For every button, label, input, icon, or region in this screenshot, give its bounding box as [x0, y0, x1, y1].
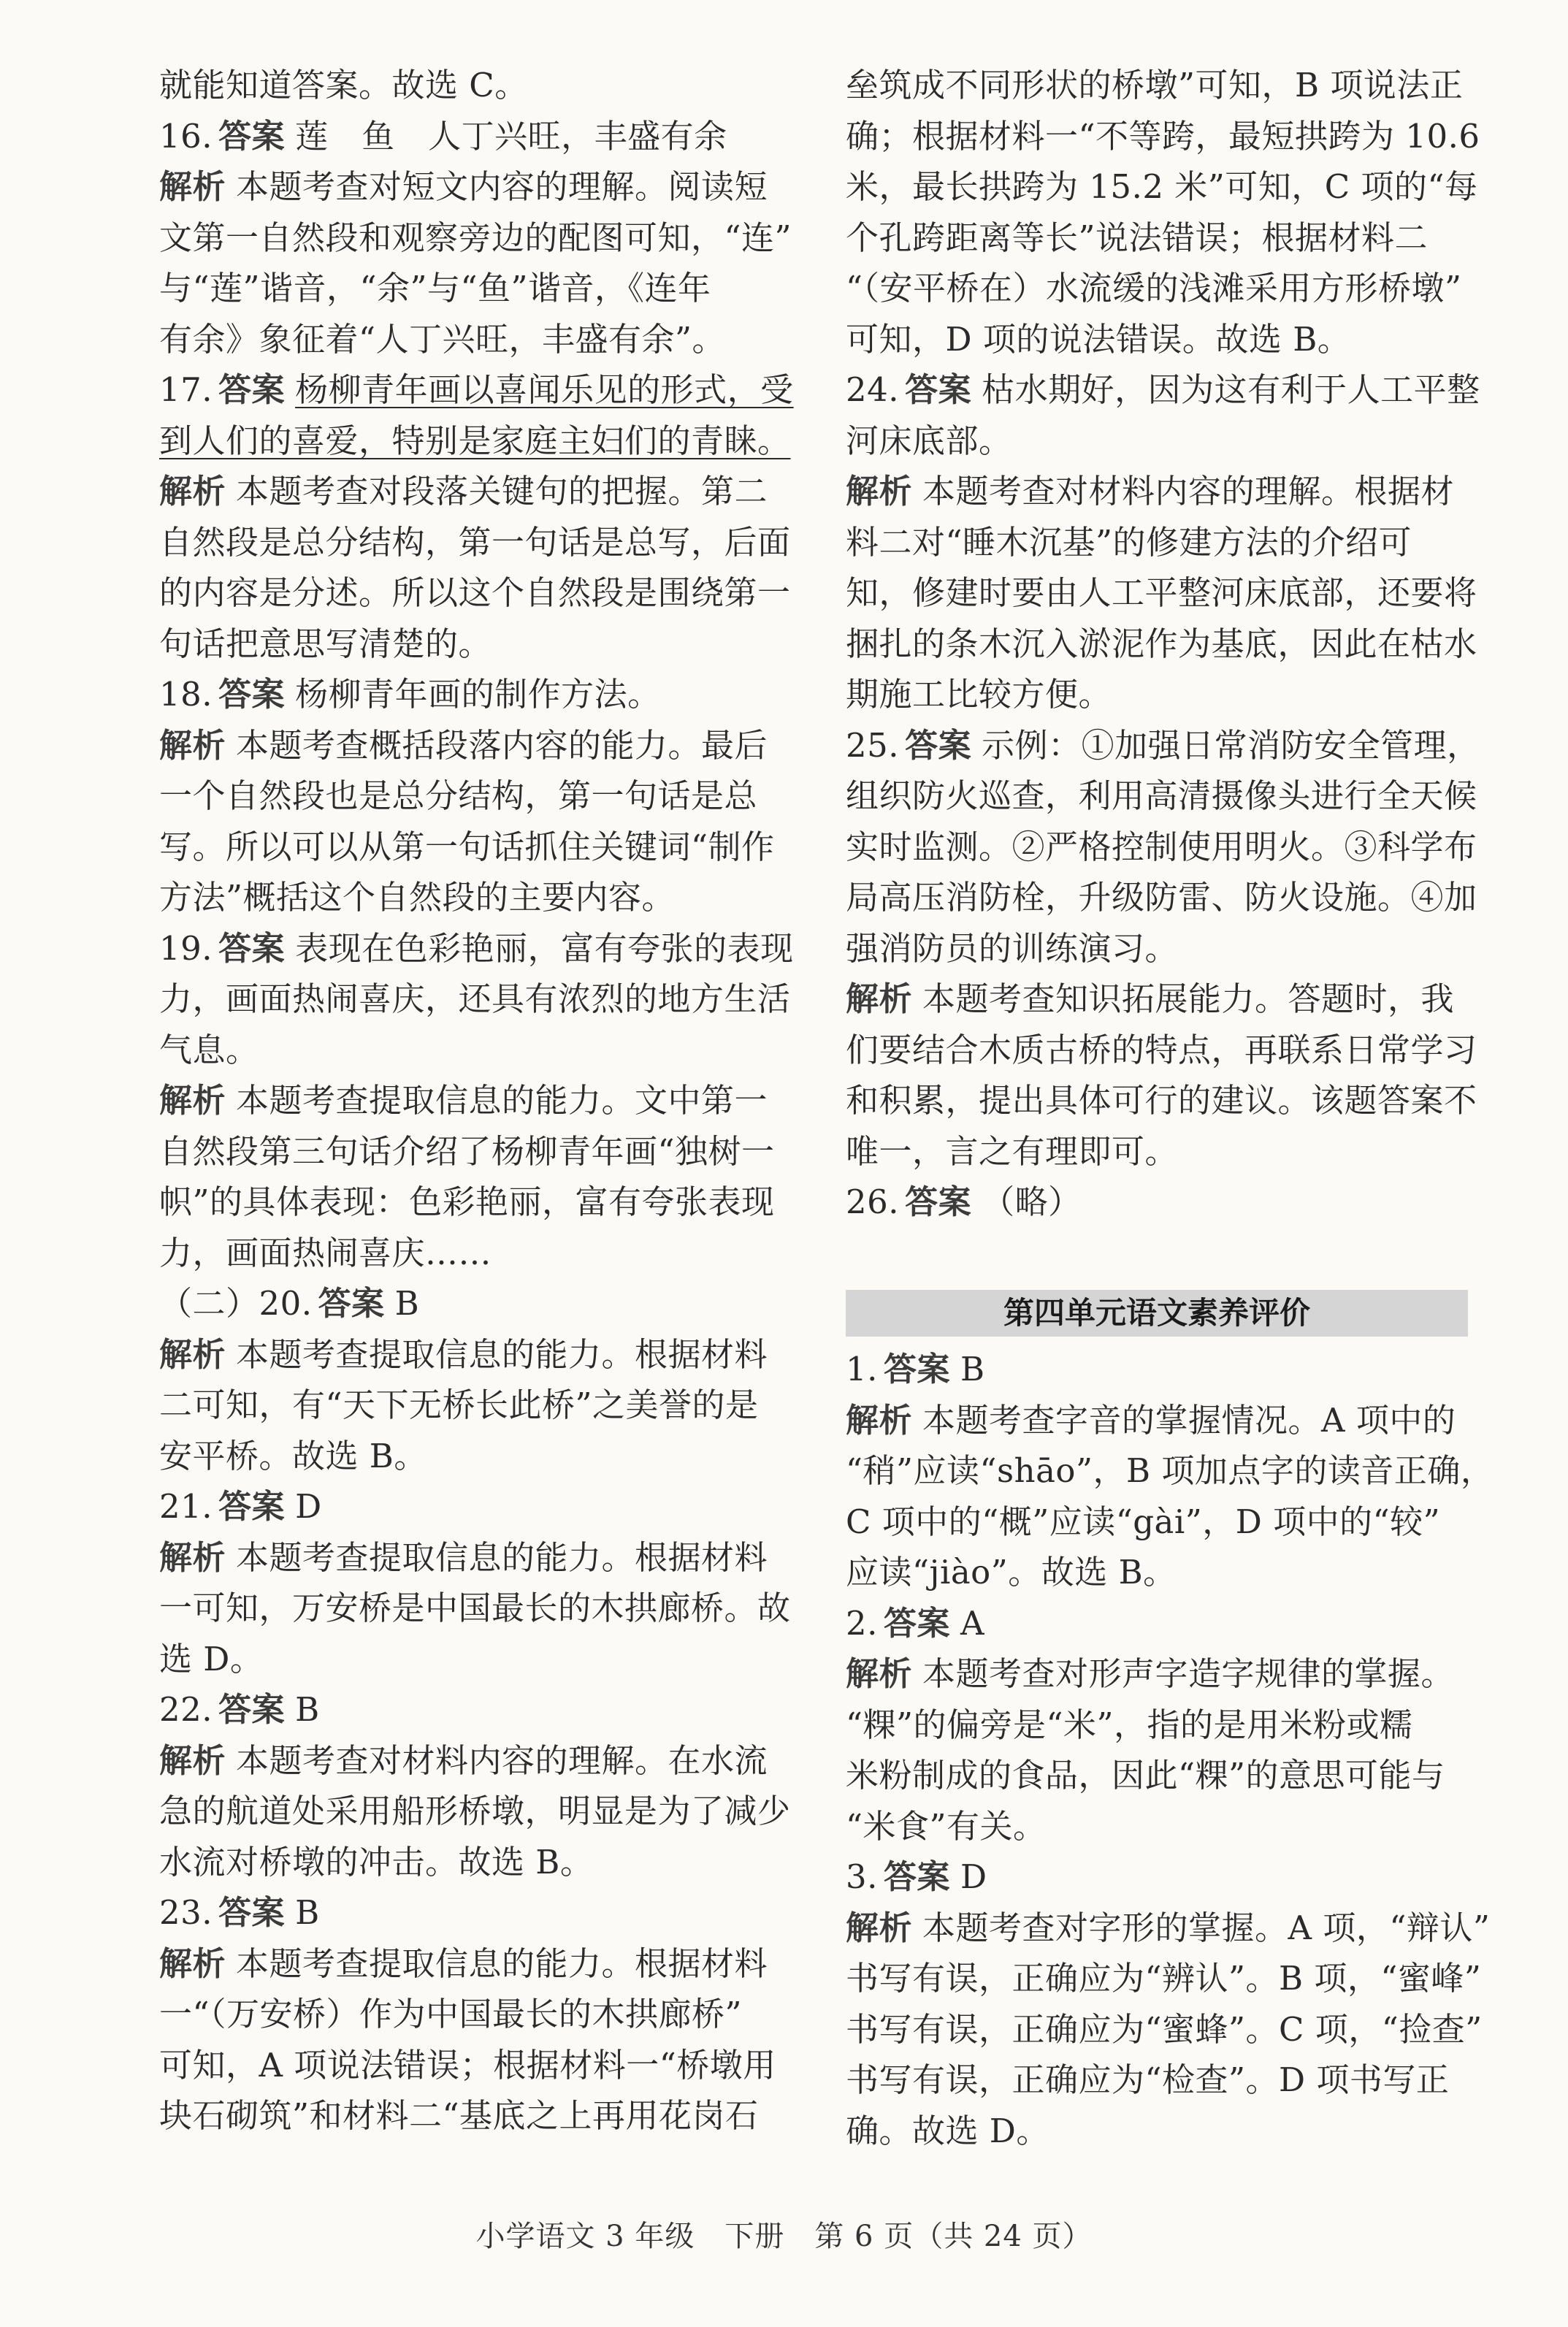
text-line	[159, 568, 795, 619]
text-line	[846, 1700, 1474, 1751]
text-line	[159, 822, 795, 873]
line-text: 与“莲”谐音，“余”与“鱼”谐音，《连年	[159, 269, 711, 307]
text-line	[159, 416, 795, 467]
text-line	[846, 619, 1477, 670]
answer-label: 答案	[218, 928, 286, 968]
answer-label: 答案	[318, 1284, 385, 1323]
text-line	[159, 213, 795, 264]
analysis-label: 解析	[846, 1654, 913, 1693]
text-line	[159, 1583, 795, 1634]
text-line	[159, 1431, 795, 1482]
text-line	[846, 1344, 1474, 1395]
question-number: 1.	[846, 1350, 878, 1388]
line-text: 句话把意思写清楚的。	[159, 624, 492, 663]
line-text: 可知，A 项说法错误；根据材料一“桥墩用	[159, 2045, 776, 2085]
text-line	[159, 1278, 795, 1329]
line-text: D	[295, 1487, 322, 1526]
line-text: 书写有误，正确应为“检查”。D 项书写正	[846, 2060, 1450, 2099]
line-text: “米食”有关。	[846, 1806, 1047, 1846]
question-number: 17.	[159, 370, 213, 409]
line-text: 局高压消防栓，升级防雷、防火设施。④加	[846, 878, 1477, 917]
line-text: 杨柳青年画的制作方法。	[295, 675, 661, 714]
line-text: 本题考查对段落关键句的把握。第二	[236, 472, 768, 511]
line-text: “（安平桥在）水流缓的浅滩采用方形桥墩”	[846, 269, 1462, 307]
line-text: 唯一，言之有理即可。	[846, 1131, 1179, 1171]
line-text: 急的航道处采用船形桥墩，明显是为了减少	[159, 1792, 791, 1830]
right-column-top	[846, 60, 1480, 1228]
line-text: 本题考查提取信息的能力。根据材料	[236, 1944, 768, 1983]
line-text: （略）	[982, 1182, 1082, 1221]
line-text: 气息。	[159, 1030, 259, 1069]
text-line	[846, 161, 1478, 213]
line-text: 的内容是分述。所以这个自然段是围绕第一	[159, 573, 791, 612]
line-text: 莲 鱼 人丁兴旺，丰盛有余	[295, 116, 727, 156]
question-number: （二）20.	[159, 1284, 313, 1323]
analysis-label: 解析	[159, 1944, 226, 1983]
text-line	[159, 517, 795, 568]
line-text: 帜”的具体表现：色彩艳丽，富有夸张表现	[159, 1182, 775, 1221]
text-line	[159, 1329, 795, 1380]
line-text: 本题考查对材料内容的理解。根据材	[922, 472, 1455, 511]
line-text: 期施工比较方便。	[846, 675, 1112, 714]
text-line	[846, 314, 1474, 365]
text-line	[846, 923, 1474, 974]
text-line	[159, 669, 795, 720]
page-footer: 小学语文 3 年级 下册 第 6 页（共 24 页）	[475, 2220, 1093, 2253]
text-line	[159, 1228, 795, 1279]
line-text: 本题考查字音的掌握情况。A 项中的	[922, 1400, 1456, 1440]
line-text: 米，最长拱跨为 15.2 米”可知，C 项的“每	[846, 167, 1478, 206]
text-line	[846, 669, 1474, 720]
text-line	[159, 1837, 795, 1888]
line-text: B	[295, 1690, 320, 1729]
text-line	[846, 2055, 1474, 2106]
line-text: 力，画面热闹喜庆……	[159, 1233, 492, 1272]
text-line	[159, 111, 795, 162]
line-text: 知，修建时要由人工平整河床底部，还要将	[846, 573, 1477, 612]
text-line	[846, 872, 1477, 923]
line-text: 组织防火巡查，利用高清摄像头进行全天候	[846, 776, 1477, 815]
line-text: 书写有误，正确应为“蜜蜂”。C 项，“捡查”	[846, 2009, 1483, 2049]
text-line	[846, 1547, 1474, 1598]
text-line	[159, 619, 795, 670]
line-text: 示例：①加强日常消防安全管理，	[982, 725, 1480, 765]
line-text: 到人们的喜爱，特别是家庭主妇们的青睐。	[159, 421, 791, 460]
line-text: 选 D。	[159, 1639, 264, 1678]
line-text: B	[394, 1284, 420, 1323]
line-text: 二可知，有“天下无桥长此桥”之美誉的是	[159, 1386, 759, 1424]
text-line	[846, 568, 1477, 619]
line-text: 料二对“睡木沉基”的修建方法的介绍可	[846, 522, 1412, 562]
text-line	[159, 1126, 795, 1177]
answer-label: 答案	[218, 1893, 286, 1932]
line-text: 表现在色彩艳丽，富有夸张的表现	[295, 928, 794, 968]
line-text: 安平桥。故选 B。	[159, 1436, 427, 1475]
text-line	[846, 771, 1477, 822]
text-line	[846, 1598, 1474, 1649]
analysis-label: 解析	[159, 1741, 226, 1780]
line-text: 本题考查对字形的掌握。A 项，“辩认”	[922, 1908, 1491, 1947]
text-line	[846, 416, 1474, 467]
line-text: 本题考查提取信息的能力。根据材料	[236, 1537, 768, 1577]
text-line	[159, 1481, 795, 1532]
text-line	[159, 1532, 795, 1583]
answer-label: 答案	[905, 725, 972, 765]
line-text: 河床底部。	[846, 421, 1012, 460]
text-line	[846, 1852, 1474, 1903]
analysis-label: 解析	[159, 1081, 226, 1120]
answer-label: 答案	[218, 675, 286, 714]
question-number: 16.	[159, 116, 213, 156]
text-line	[159, 1786, 795, 1837]
text-line	[846, 213, 1474, 264]
text-line	[846, 1648, 1474, 1700]
line-text: 本题考查提取信息的能力。根据材料	[236, 1334, 768, 1374]
line-text: 确。故选 D。	[846, 2111, 1049, 2150]
line-text: 本题考查对形声字造字规律的掌握。	[922, 1654, 1455, 1693]
answer-label: 答案	[218, 1487, 286, 1526]
text-line	[846, 364, 1480, 416]
line-text: D	[960, 1857, 987, 1896]
text-line	[846, 2004, 1483, 2055]
line-text: 本题考查知识拓展能力。答题时，我	[922, 979, 1455, 1018]
text-line	[846, 1953, 1482, 2004]
text-line	[159, 263, 795, 314]
line-text: 方法”概括这个自然段的主要内容。	[159, 878, 676, 917]
section-title: 第四单元语文素养评价	[846, 1290, 1468, 1337]
text-line	[159, 771, 795, 822]
text-line	[159, 1887, 795, 1938]
line-text: 垒筑成不同形状的桥墩”可知，B 项说法正	[846, 66, 1464, 104]
analysis-label: 解析	[159, 167, 226, 206]
answer-label: 答案	[883, 1857, 950, 1896]
line-text: 实时监测。②严格控制使用明火。③科学布	[846, 827, 1477, 866]
text-line	[159, 1177, 795, 1228]
text-line	[159, 1025, 795, 1076]
line-text: 杨柳青年画以喜闻乐见的形式，受	[295, 370, 794, 409]
answer-label: 答案	[218, 370, 286, 409]
line-text: 确；根据材料一“不等跨，最短拱跨为 10.6	[846, 116, 1480, 156]
analysis-label: 解析	[846, 1400, 913, 1440]
text-line	[159, 923, 795, 974]
text-line	[159, 1938, 795, 1990]
line-text: 个孔跨距离等长”说法错误；根据材料二	[846, 218, 1429, 257]
text-line	[159, 2040, 795, 2091]
text-line	[159, 1735, 795, 1787]
text-line	[159, 720, 795, 771]
text-line	[846, 1075, 1477, 1126]
text-line	[846, 2106, 1474, 2157]
right-column-bottom	[846, 1344, 1494, 2156]
text-line	[846, 1801, 1474, 1852]
line-text: 米粉制成的食品，因此“粿”的意思可能与	[846, 1756, 1445, 1795]
line-text: A	[960, 1603, 984, 1643]
text-line	[159, 1989, 795, 2040]
line-text: 可知，D 项的说法错误。故选 B。	[846, 319, 1351, 359]
answer-label: 答案	[905, 370, 972, 409]
text-line	[846, 1497, 1474, 1548]
question-number: 23.	[159, 1893, 213, 1932]
text-line	[846, 1750, 1474, 1801]
line-text: 自然段是总分结构，第一句话是总写，后面	[159, 522, 791, 562]
line-text: 一个自然段也是总分结构，第一句话是总	[159, 776, 758, 815]
line-text: 有余》象征着“人丁兴旺，丰盛有余”。	[159, 319, 726, 359]
line-text: B	[960, 1350, 985, 1388]
line-text: 就能知道答案。故选 C。	[159, 66, 528, 104]
line-text: 和积累，提出具体可行的建议。该题答案不	[846, 1081, 1477, 1120]
question-number: 25.	[846, 725, 900, 765]
line-text: 写。所以可以从第一句话抓住关键词“制作	[159, 827, 775, 866]
text-line	[846, 111, 1480, 162]
line-text: 文第一自然段和观察旁边的配图可知，“连”	[159, 218, 792, 257]
text-line	[159, 1075, 795, 1126]
question-number: 26.	[846, 1182, 900, 1221]
text-line	[159, 1684, 795, 1735]
text-line	[159, 466, 795, 517]
line-text: 应读“jiào”。故选 B。	[846, 1553, 1177, 1592]
text-line	[846, 1395, 1474, 1446]
analysis-label: 解析	[846, 979, 913, 1018]
line-text: “粿”的偏旁是“米”，指的是用米粉或糯	[846, 1705, 1413, 1744]
answer-label: 答案	[905, 1182, 972, 1221]
line-text: B	[295, 1893, 320, 1932]
answer-label: 答案	[883, 1350, 950, 1388]
analysis-label: 解析	[159, 472, 226, 511]
analysis-label: 解析	[846, 1908, 913, 1947]
text-line	[846, 466, 1474, 517]
text-line	[159, 60, 795, 111]
line-text: 捆扎的条木沉入淤泥作为基底，因此在枯水	[846, 624, 1477, 663]
text-line	[846, 1177, 1474, 1228]
text-line	[159, 314, 795, 365]
text-line	[159, 161, 795, 213]
line-text: 水流对桥墩的冲击。故选 B。	[159, 1842, 594, 1881]
text-line	[846, 822, 1477, 873]
text-line	[846, 1126, 1474, 1177]
text-line	[846, 263, 1474, 314]
text-line	[159, 1380, 795, 1431]
line-text: 本题考查对短文内容的理解。阅读短	[236, 167, 768, 206]
answer-label: 答案	[218, 116, 286, 156]
text-line	[159, 1634, 795, 1685]
line-text: 本题考查提取信息的能力。文中第一	[236, 1081, 768, 1120]
analysis-label: 解析	[159, 1334, 226, 1374]
text-line	[159, 974, 795, 1025]
text-line	[846, 1445, 1494, 1497]
text-line	[159, 2090, 795, 2141]
line-text: “稍”应读“shāo”，B 项加点字的读音正确，	[846, 1451, 1494, 1490]
question-number: 3.	[846, 1857, 878, 1896]
question-number: 18.	[159, 675, 213, 714]
line-text: 书写有误，正确应为“辨认”。B 项，“蜜峰”	[846, 1959, 1482, 1998]
question-number: 24.	[846, 370, 900, 409]
text-line	[846, 517, 1474, 568]
text-line	[846, 720, 1480, 771]
question-number: 2.	[846, 1603, 878, 1643]
line-text: 一可知，万安桥是中国最长的木拱廊桥。故	[159, 1589, 791, 1627]
left-column	[159, 60, 795, 2141]
text-line	[159, 872, 795, 923]
answer-label: 答案	[218, 1690, 286, 1729]
answer-label: 答案	[883, 1603, 950, 1643]
line-text: 本题考查概括段落内容的能力。最后	[236, 725, 768, 765]
line-text: 强消防员的训练演习。	[846, 928, 1179, 968]
analysis-label: 解析	[159, 725, 226, 765]
text-line	[846, 60, 1474, 111]
analysis-label: 解析	[846, 472, 913, 511]
question-number: 22.	[159, 1690, 213, 1729]
text-line	[846, 974, 1474, 1025]
question-number: 21.	[159, 1487, 213, 1526]
line-text: 本题考查对材料内容的理解。在水流	[236, 1741, 768, 1780]
line-text: C 项中的“概”应读“gài”，D 项中的“较”	[846, 1502, 1441, 1541]
line-text: 们要结合木质古桥的特点，再联系日常学习	[846, 1030, 1477, 1069]
analysis-label: 解析	[159, 1537, 226, 1577]
text-line	[159, 364, 795, 416]
question-number: 19.	[159, 928, 213, 968]
line-text: 自然段第三句话介绍了杨柳青年画“独树一	[159, 1131, 775, 1171]
text-line	[846, 1025, 1477, 1076]
line-text: 力，画面热闹喜庆，还具有浓烈的地方生活	[159, 979, 791, 1018]
line-text: 块石砌筑”和材料二“基底之上再用花岗石	[159, 2096, 759, 2135]
line-text: 一“（万安桥）作为中国最长的木拱廊桥”	[159, 1995, 743, 2033]
text-line	[846, 1903, 1491, 1954]
line-text: 枯水期好，因为这有利于人工平整	[982, 370, 1480, 409]
